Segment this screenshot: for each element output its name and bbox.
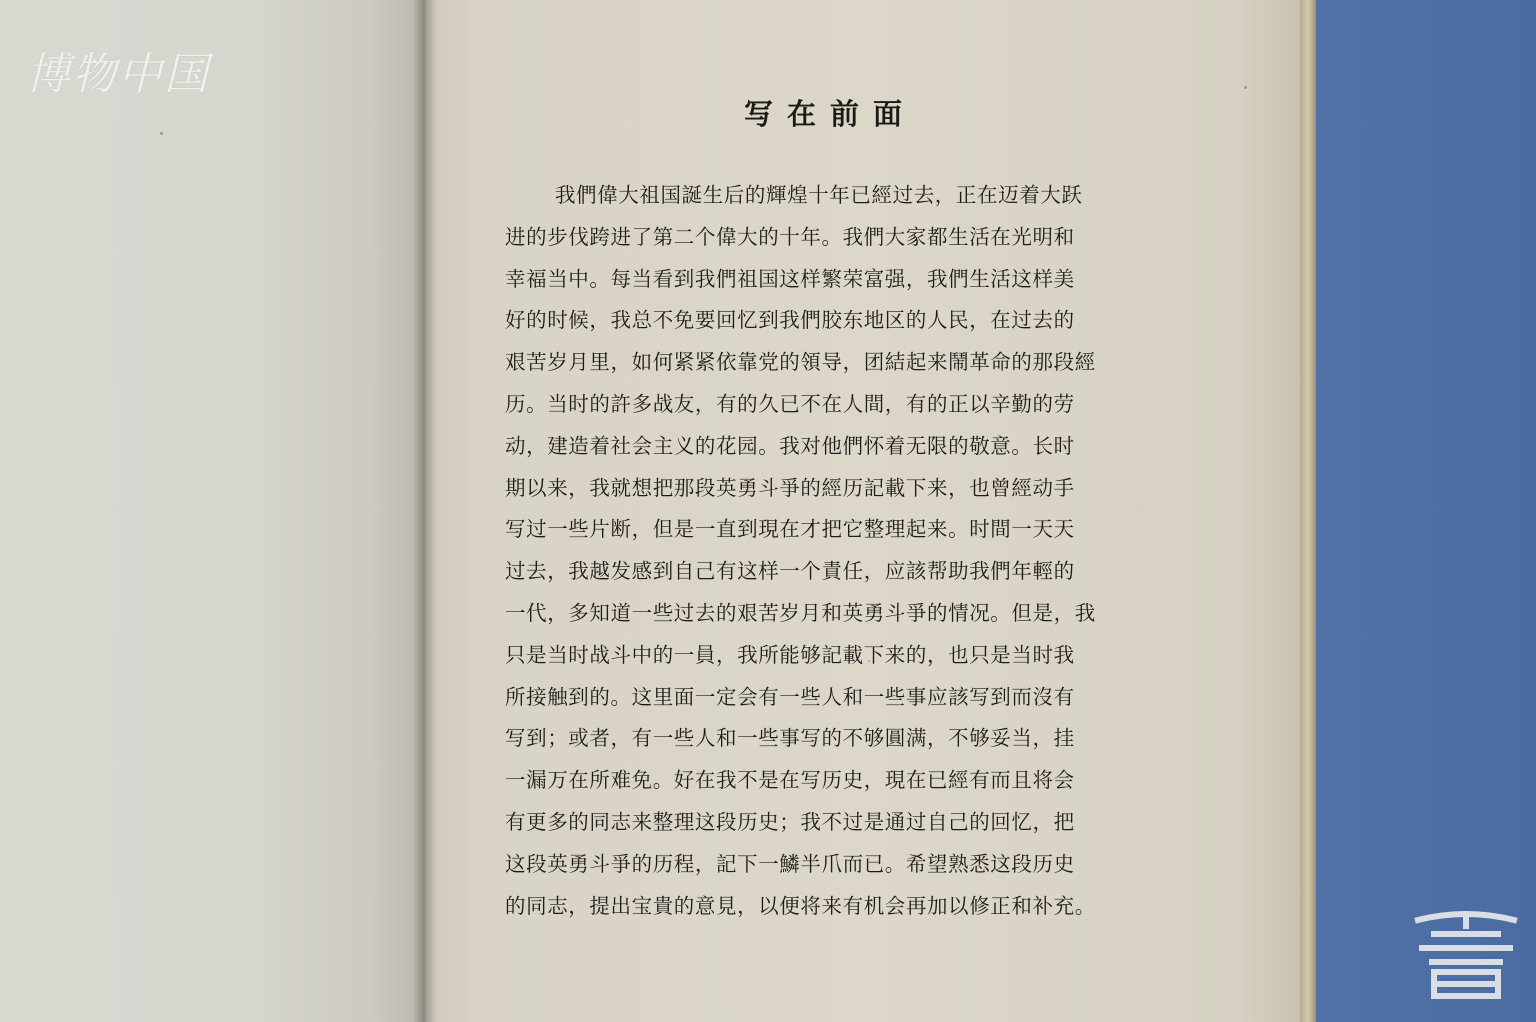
page-edge: [1300, 0, 1316, 1022]
text-line: 艰苦岁月里，如何紧紧依靠党的領导，团結起来鬧革命的那段經: [505, 350, 1096, 375]
text-line: 只是当时战斗中的一員，我所能够記載下来的，也只是当时我: [505, 642, 1075, 667]
text-line: 所接触到的。这里面一定会有一些人和一些事应該写到而沒有: [505, 684, 1075, 709]
text-line: 动，建造着社会主义的花园。我对他們怀着无限的敬意。长时: [505, 433, 1075, 458]
page-heading: 写在前面: [743, 97, 916, 131]
text-line: 写到；或者，有一些人和一些事写的不够圓满，不够妥当，挂: [505, 726, 1075, 751]
watermark-text: 博物中国: [26, 49, 210, 100]
paper-speck: [160, 132, 163, 135]
body-text: [505, 175, 1177, 927]
text-line: 一代，多知道一些过去的艰苦岁月和英勇斗爭的情况。但是，我: [505, 600, 1096, 625]
text-line: 这段英勇斗爭的历程，記下一鱗半爪而已。希望熟悉这段历史: [505, 851, 1075, 876]
text-line: 有更多的同志来整理这段历史；我不过是通过自己的回忆，把: [505, 809, 1075, 834]
text-line: 写过一些片断，但是一直到現在才把它整理起来。时間一天天: [505, 517, 1075, 542]
text-line: 进的步伐跨进了第二个偉大的十年。我們大家都生活在光明和: [505, 224, 1075, 249]
text-line: 一漏万在所难免。好在我不是在写历史，現在已經有而且将会: [505, 768, 1075, 793]
book-gutter: [413, 0, 437, 1022]
text-line: 幸福当中。每当看到我們祖国这样繁荣富强，我們生活这样美: [505, 266, 1075, 291]
text-line: 的同志，提出宝貴的意見，以便将来有机会再加以修正和补充。: [505, 893, 1096, 918]
paper-speck: [1244, 86, 1247, 89]
text-line: 期以来，我就想把那段英勇斗爭的經历記載下来，也曾經动手: [505, 475, 1075, 500]
text-line: 历。当时的許多战友，有的久已不在人間，有的正以辛勤的劳: [505, 391, 1075, 416]
text-line: 过去，我越发感到自己有这样一个責任，应該帮助我們年輕的: [505, 559, 1075, 584]
text-line: 好的时候，我总不免要回忆到我們胶东地区的人民，在过去的: [505, 308, 1075, 333]
pavilion-logo-icon: [1414, 910, 1518, 1002]
left-page: [0, 0, 425, 1022]
text-line: 我們偉大祖国誕生后的輝煌十年已經过去，正在迈着大跃: [555, 183, 1083, 207]
